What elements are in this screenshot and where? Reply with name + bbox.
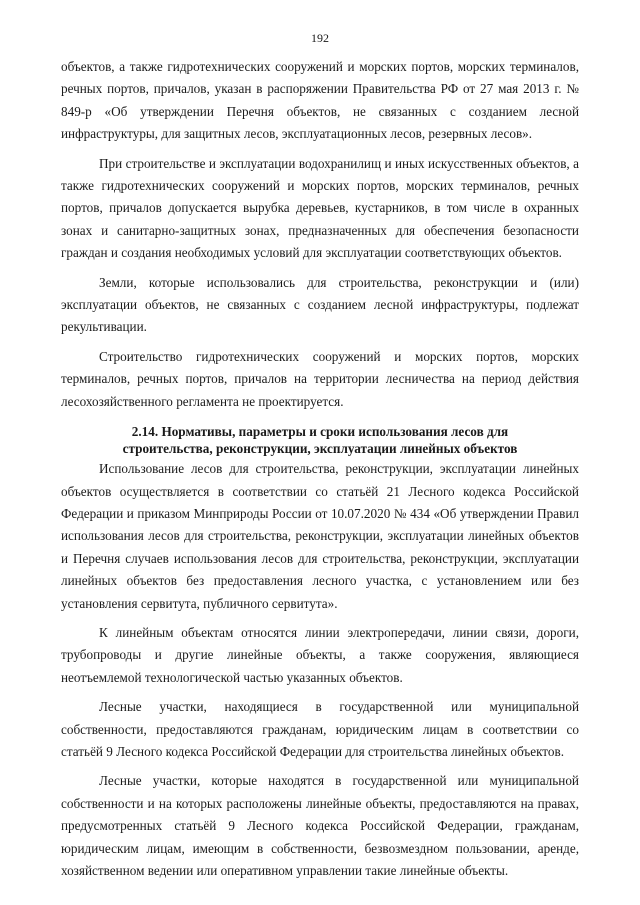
paragraph: Лесные участки, которые находятся в государственной или муниципальной собственности и на которых расположены линейные объекты, предоставляются на правах, предусмотренных статьёй 9 Лесного кодекса Российской Федерации, гражданам, юридическим лицам, имеющим в собственности, безвозмездном пользовании, аренде, хозяйственном ведении или оперативном управлении такие линейные объекты. xyxy=(61,773,579,878)
paragraph: К линейным объектам относятся линии электропередачи, линии связи, дороги, трубопроводы и другие линейные объекты, а также сооружения, являющиеся неотъемлемой технологической частью указанных объектов. xyxy=(61,624,579,685)
paragraph: Строительство гидротехнических сооружений и морских портов, морских терминалов, речных портов, причалов на территории лесничества на период действия лесохозяйственного регламента не проектируется. xyxy=(61,348,579,409)
paragraph: Лесные участки, находящиеся в государственной или муниципальной собственности, предоставляются гражданам, юридическим лицам в соответствии со статьёй 9 Лесного кодекса Российской Федерации для строительства линейных объектов. xyxy=(61,699,579,759)
paragraph-continuation: объектов, а также гидротехнических сооружений и морских портов, морских терминалов, речных портов, причалов, указан в распоряжении Правительства РФ от 27 мая 2013 г. № 849-р «Об утверждении Перечня объектов, не связанных с созданием лесной инфраструктуры, для защитных лесов, эксплуатационных лесов, резервных лесов». xyxy=(61,59,579,142)
paragraph: При строительстве и эксплуатации водохранилищ и иных искусственных объектов, а также гидротехнических сооружений и морских портов, морских терминалов, речных портов, причалов допускается вырубка деревьев, кустарников, в том числе в охранных зонах и санитарно-защитных зонах, предназначенных для обеспечения безопасности граждан и создания необходимых условий для эксплуатации соответствующих объектов. xyxy=(61,155,579,261)
paragraph: Земли, которые использовались для строительства, реконструкции и (или) эксплуатации объектов, не связанных с созданием лесной инфраструктуры, подлежат рекультивации. xyxy=(61,274,579,335)
section-heading-line: 2.14. Нормативы, параметры и сроки использования лесов для xyxy=(131,424,509,440)
section-heading xyxy=(61,423,579,457)
paragraph: Использование лесов для строительства, реконструкции, эксплуатации линейных объектов осуществляется в соответствии со статьёй 21 Лесного кодекса Российской Федерации и приказом Минприроды России от 10.07.2020 № 434 «Об утверждении Правил использования лесов для строительства, реконструкции, эксплуатации линейных объектов и Перечня случаев использования лесов для строительства, реконструкции, эксплуатации линейных объектов без предоставления лесного участка, с установлением или без установления сервитута, публичного сервитута». xyxy=(61,461,579,611)
page-number: 192 xyxy=(311,31,329,45)
page-content xyxy=(61,56,579,882)
section-heading-line: строительства, реконструкции, эксплуатации линейных объектов xyxy=(122,441,518,457)
